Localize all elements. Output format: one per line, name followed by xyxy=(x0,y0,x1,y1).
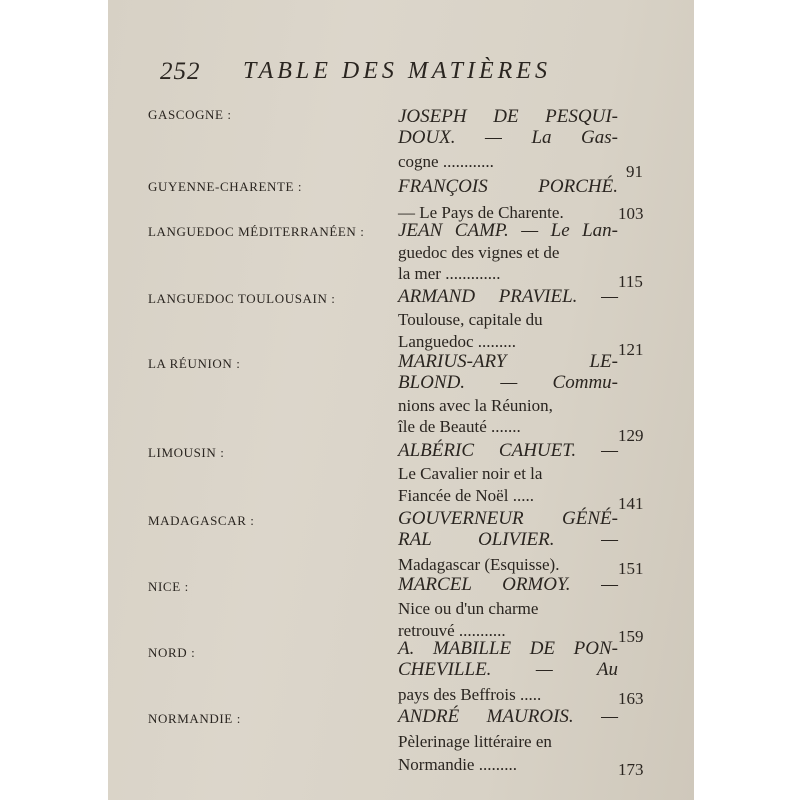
author-line: DOUX. — La Gas- xyxy=(398,127,618,148)
page-ref: 129 xyxy=(618,426,644,445)
author-block xyxy=(398,508,618,550)
author-line: GOUVERNEUR GÉNÉ- xyxy=(398,508,618,529)
page-ref: 115 xyxy=(618,272,643,291)
title-line: île de Beauté ....... xyxy=(398,417,521,436)
author-line: JEAN CAMP. — Le Lan- xyxy=(398,220,618,241)
title-line: nions avec la Réunion, xyxy=(398,396,553,415)
region-label: LIMOUSIN : xyxy=(148,445,225,460)
page-number: 252 xyxy=(160,58,201,85)
author-line: ANDRÉ MAUROIS. — xyxy=(398,706,618,727)
page-ref: 159 xyxy=(618,627,644,646)
author-block xyxy=(398,706,618,727)
author-line: MARIUS-ARY LE- xyxy=(398,351,618,372)
book-page xyxy=(108,0,694,800)
title-line: cogne ............ xyxy=(398,152,494,171)
page-ref: 163 xyxy=(618,689,644,708)
author-line: MARCEL ORMOY. — xyxy=(398,574,618,595)
author-line: JOSEPH DE PESQUI- xyxy=(398,106,618,127)
author-line: RAL OLIVIER. — xyxy=(398,529,618,550)
region-label: NORD : xyxy=(148,645,196,660)
title-line: Normandie ......... xyxy=(398,755,517,774)
title-line: Languedoc ......... xyxy=(398,332,517,351)
author-block xyxy=(398,106,618,148)
page-header xyxy=(108,58,694,92)
page-ref: 121 xyxy=(618,340,644,359)
author-block xyxy=(398,440,618,461)
title-line: Nice ou d'un charme xyxy=(398,599,539,618)
author-line: BLOND. — Commu- xyxy=(398,372,618,393)
region-label: GUYENNE-CHARENTE : xyxy=(148,179,303,194)
title-line: la mer ............. xyxy=(398,264,501,283)
page-ref: 173 xyxy=(618,760,644,779)
author-block xyxy=(398,351,618,393)
author-block xyxy=(398,286,618,307)
title-line: guedoc des vignes et de xyxy=(398,243,560,262)
title-line: Madagascar (Esquisse). xyxy=(398,555,560,574)
author-block xyxy=(398,176,618,197)
region-label: LANGUEDOC MÉDITERRANÉEN : xyxy=(148,224,365,239)
author-line: CHEVILLE. — Au xyxy=(398,659,618,680)
page-title: TABLE DES MATIÈRES xyxy=(243,58,551,84)
region-label: NORMANDIE : xyxy=(148,711,241,726)
page-ref: 103 xyxy=(618,204,644,223)
author-line: ALBÉRIC CAHUET. — xyxy=(398,440,618,461)
title-line: Toulouse, capitale du xyxy=(398,310,543,329)
author-block xyxy=(398,220,618,241)
title-line: — Le Pays de Charente. xyxy=(398,203,564,222)
page-ref: 151 xyxy=(618,559,644,578)
author-block xyxy=(398,638,618,680)
region-label: NICE : xyxy=(148,579,189,594)
author-line: ARMAND PRAVIEL. — xyxy=(398,286,618,307)
region-label: LA RÉUNION : xyxy=(148,356,241,371)
title-line: Fiancée de Noël ..... xyxy=(398,486,534,505)
region-label: GASCOGNE : xyxy=(148,107,232,122)
title-line: pays des Beffrois ..... xyxy=(398,685,542,704)
page-ref: 141 xyxy=(618,494,644,513)
author-block xyxy=(398,574,618,595)
title-line: Le Cavalier noir et la xyxy=(398,464,543,483)
author-line: A. MABILLE DE PON- xyxy=(398,638,618,659)
title-line: retrouvé ........... xyxy=(398,621,506,640)
author-line: FRANÇOIS PORCHÉ. xyxy=(398,176,618,197)
region-label: MADAGASCAR : xyxy=(148,513,255,528)
title-line: Pèlerinage littéraire en xyxy=(398,732,552,751)
page-ref: 91 xyxy=(626,162,643,181)
region-label: LANGUEDOC TOULOUSAIN : xyxy=(148,291,336,306)
